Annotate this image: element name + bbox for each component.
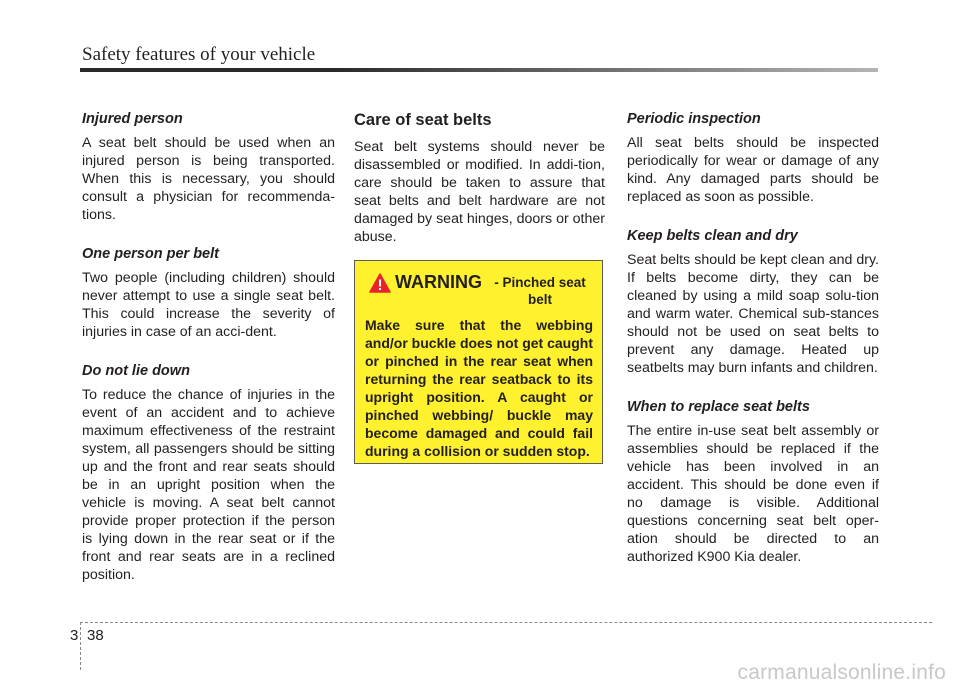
- watermark-text: carmanualsonline.info: [737, 661, 946, 684]
- chapter-number: 3: [70, 627, 79, 644]
- middle-column: [354, 110, 605, 464]
- heading-keep-belts-clean: Keep belts clean and dry: [627, 228, 798, 244]
- paragraph-keep-belts-clean: Seat belts should be kept clean and dry. If belts become dirty, they can be cleaned by using a mild soap solu-tion and warm water. Chemical sub-stances should not be used on seat belts to prevent any damage. Heated up seatbelts may burn infants and children.: [627, 252, 879, 376]
- warning-text: Make sure that the webbing and/or buckle does not get caught or pinched in the rear seat when returning the rear seatback to its upright position. A caught or pinched webbing/ buckle may become damaged and could fail during a collision or sudden stop.: [365, 317, 593, 459]
- warning-subtitle: - Pinched seat belt: [494, 275, 586, 307]
- heading-injured-person: Injured person: [82, 111, 183, 127]
- paragraph-one-person-per-belt: Two people (including children) should never attempt to use a single seat belt. This could increase the severity of injuries in case of an acci-dent.: [82, 270, 335, 340]
- page-number: 38: [87, 627, 104, 644]
- footer-rule: [80, 622, 932, 623]
- paragraph-injured-person: A seat belt should be used when an injured person is being transported. When this is necessary, you should consult a physician for recommenda-tions.: [82, 135, 335, 223]
- header-rule: [80, 68, 878, 72]
- left-column: [82, 110, 335, 605]
- heading-when-to-replace: When to replace seat belts: [627, 399, 810, 415]
- heading-do-not-lie-down: Do not lie down: [82, 363, 190, 379]
- page-header-title: Safety features of your vehicle: [82, 44, 316, 65]
- heading-periodic-inspection: Periodic inspection: [627, 111, 761, 127]
- paragraph-periodic-inspection: All seat belts should be inspected periodically for wear or damage of any kind. Any damaged parts should be replaced as soon as possible.: [627, 135, 879, 205]
- warning-header: [365, 271, 593, 308]
- heading-one-person-per-belt: One person per belt: [82, 246, 219, 262]
- paragraph-care-of-seat-belts: Seat belt systems should never be disassembled or modified. In addi-tion, care should be taken to assure that seat belts and belt hardware are not damaged by seat hinges, doors or other abuse.: [354, 139, 605, 245]
- warning-triangle-icon: [369, 273, 391, 293]
- right-column: [627, 110, 879, 587]
- footer-divider: [80, 622, 81, 670]
- section-title-care-of-seat-belts: Care of seat belts: [354, 111, 492, 129]
- warning-label: WARNING: [395, 272, 482, 292]
- paragraph-do-not-lie-down: To reduce the chance of injuries in the event of an accident and to achieve maximum effectiveness of the restraint system, all passengers should be sitting up and the front and rear seats should be in an upright position when the vehicle is moving. A seat belt cannot provide proper protection if the person is lying down in the rear seat or if the front and rear seats are in a reclined position.: [82, 387, 335, 583]
- paragraph-when-to-replace: The entire in-use seat belt assembly or assemblies should be replaced if the vehicle has been involved in an accident. This should be done even if no damage is visible. Additional questions concerning seat belt oper-ation should be directed to an authorized K900 Kia dealer.: [627, 423, 879, 565]
- warning-box: [354, 260, 603, 464]
